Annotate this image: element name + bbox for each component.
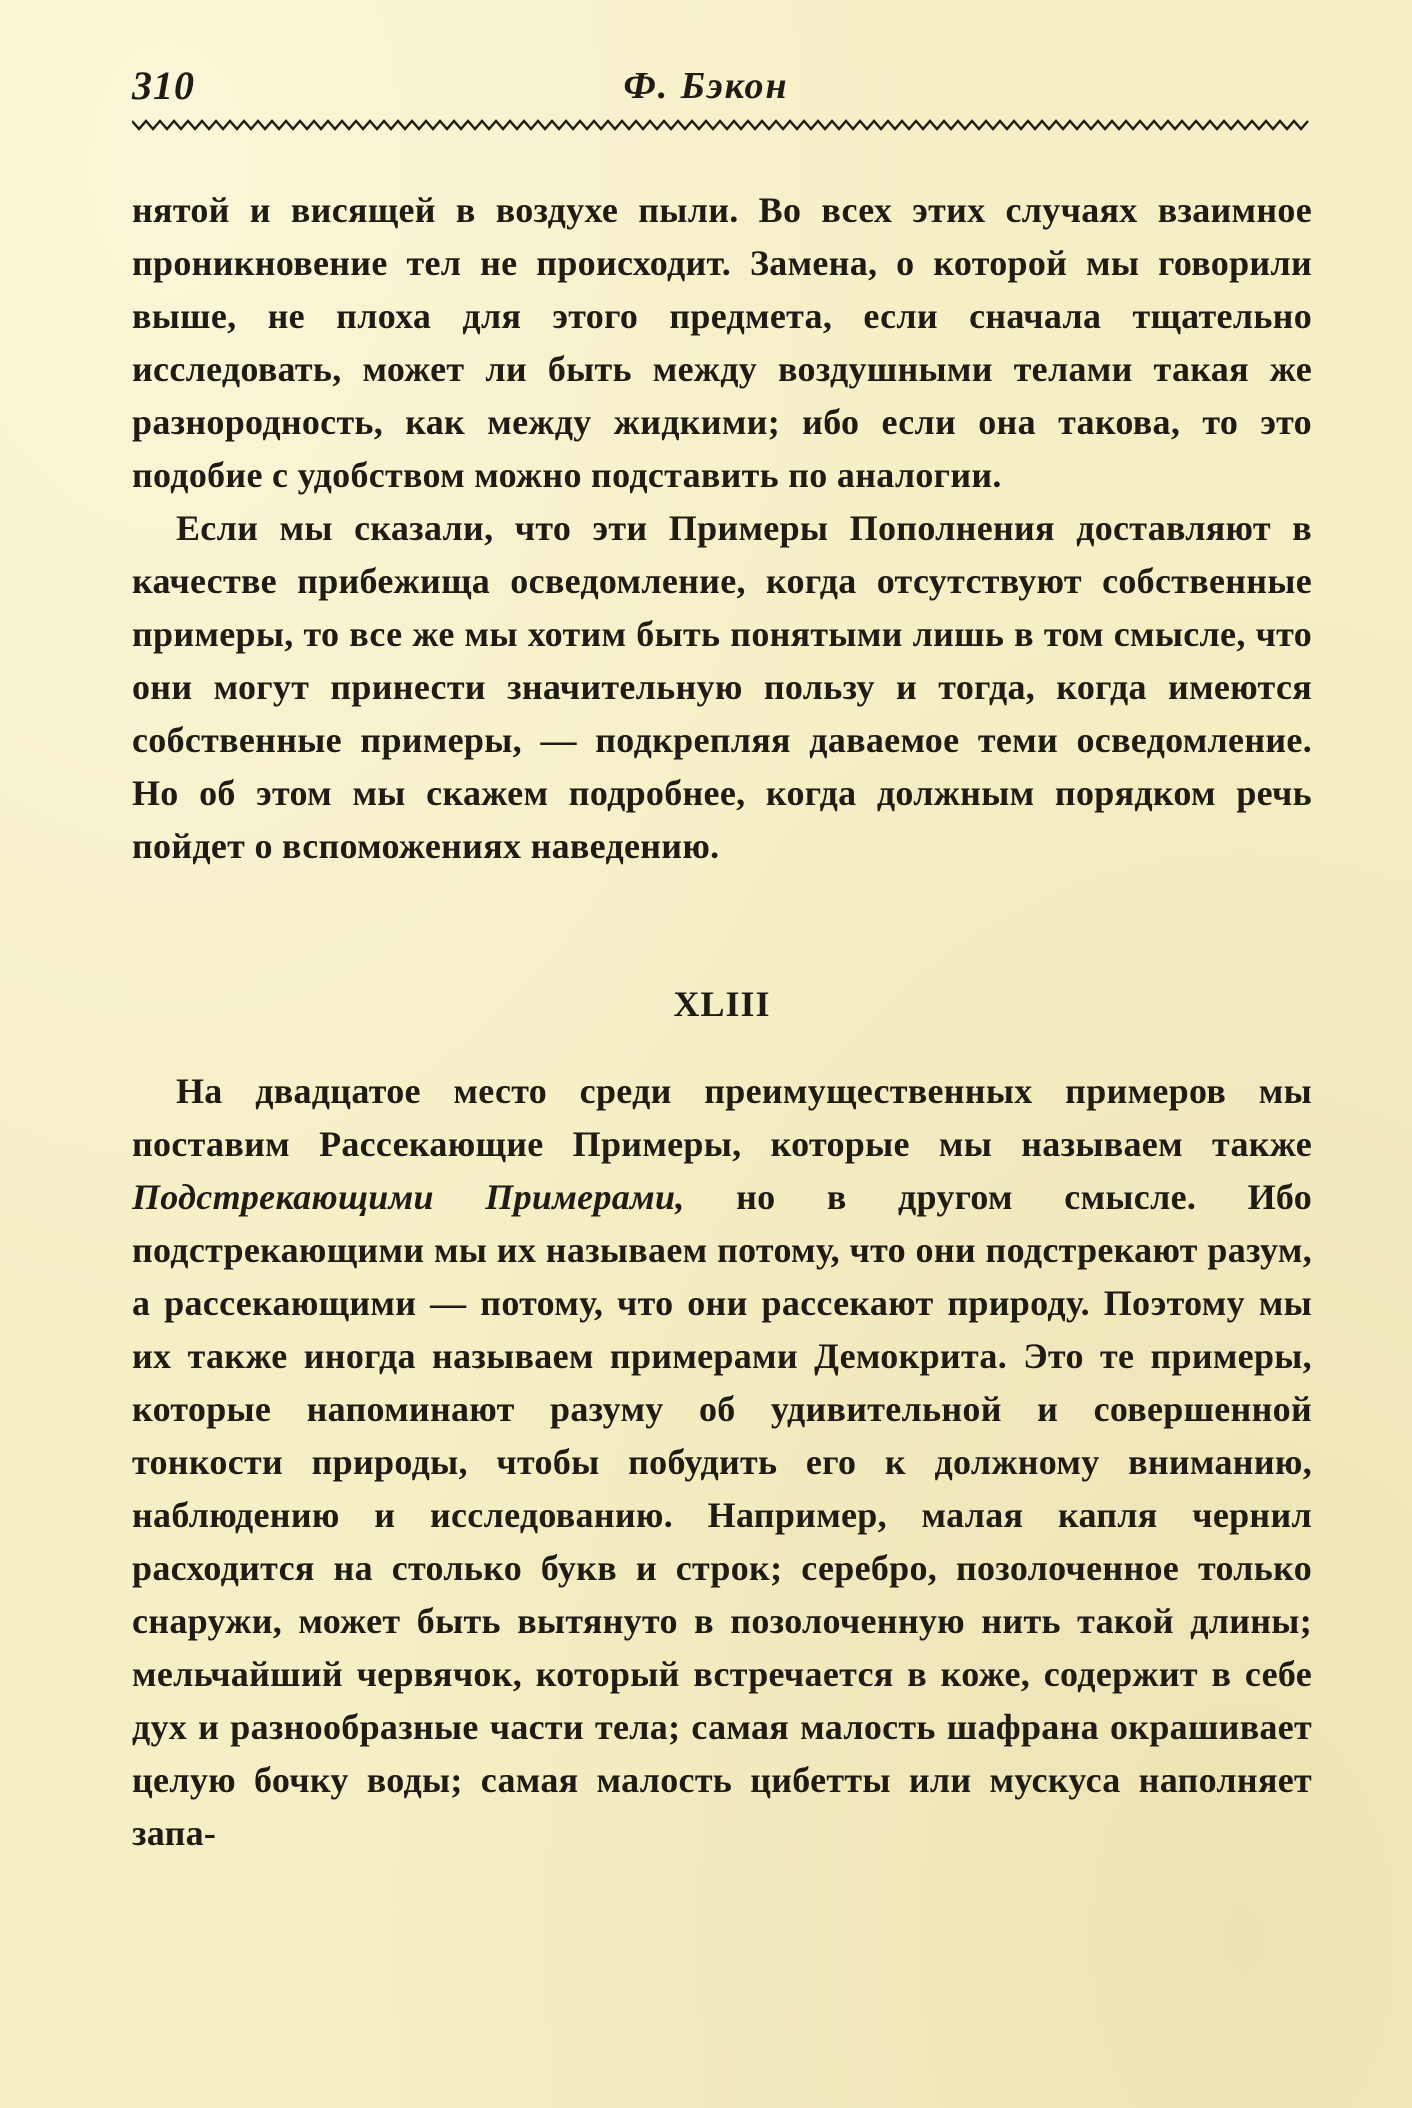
paragraph-section-xliii [132, 1065, 1312, 1860]
emphasized-term: Подстрекающими Примерами, [132, 1177, 685, 1217]
paragraph-continued: нятой и висящей в воздухе пыли. Во всех этих случаях взаимное проникновение тел не происходит. Замена, о которой мы говорили выше, не плоха для этого предмета, если сначала тщательно исследовать, может ли быть между воздушными телами такая же разнородность, как между жидкими; ибо если она такова, то это подобие с удобством можно подставить по аналогии. [132, 190, 1312, 495]
zigzag-rule-graphic [132, 118, 1312, 132]
section-heading: XLIII [673, 984, 771, 1024]
paragraph-text-start: На двадцатое место среди преимущественных примеров мы поставим Рассекающие Примеры, которые мы называем также [132, 1071, 1312, 1164]
page-number: 310 [132, 63, 195, 108]
paragraph-text-rest: но в другом смысле. Ибо подстрекающими мы их называем потому, что они подстрекают разум, а рассекающими — потому, что они рассекают природу. Поэтому мы их также иногда называем примерами Демокрита. Это те примеры, которые напоминают разуму об удивительной и совершенной тонкости природы, чтобы побудить его к должному вниманию, наблюдению и исследованию. Например, малая капля чернил расходится на столько букв и строк; серебро, позолоченное только снаружи, может быть вытянуто в позолоченную нить такой длины; мельчайший червячок, который встречается в коже, содержит в себе дух и разнообразные части тела; самая малость шафрана окрашивает целую бочку воды; самая малость цибетты или мускуса наполняет запа- [132, 1177, 1313, 1853]
ornamental-rule [132, 118, 1312, 132]
running-title: Ф. Бэкон [623, 65, 789, 107]
body-text [132, 184, 1312, 1860]
paragraph: Если мы сказали, что эти Примеры Пополнения доставляют в качестве прибежища осведомление, когда отсутствуют собственные примеры, то все же мы хотим быть понятыми лишь в том смысле, что они могут принести значительную пользу и тогда, когда имеются собственные примеры, — подкрепляя даваемое теми осведомление. Но об этом мы скажем подробнее, когда должным порядком речь пойдет о вспоможениях наведению. [132, 508, 1312, 866]
